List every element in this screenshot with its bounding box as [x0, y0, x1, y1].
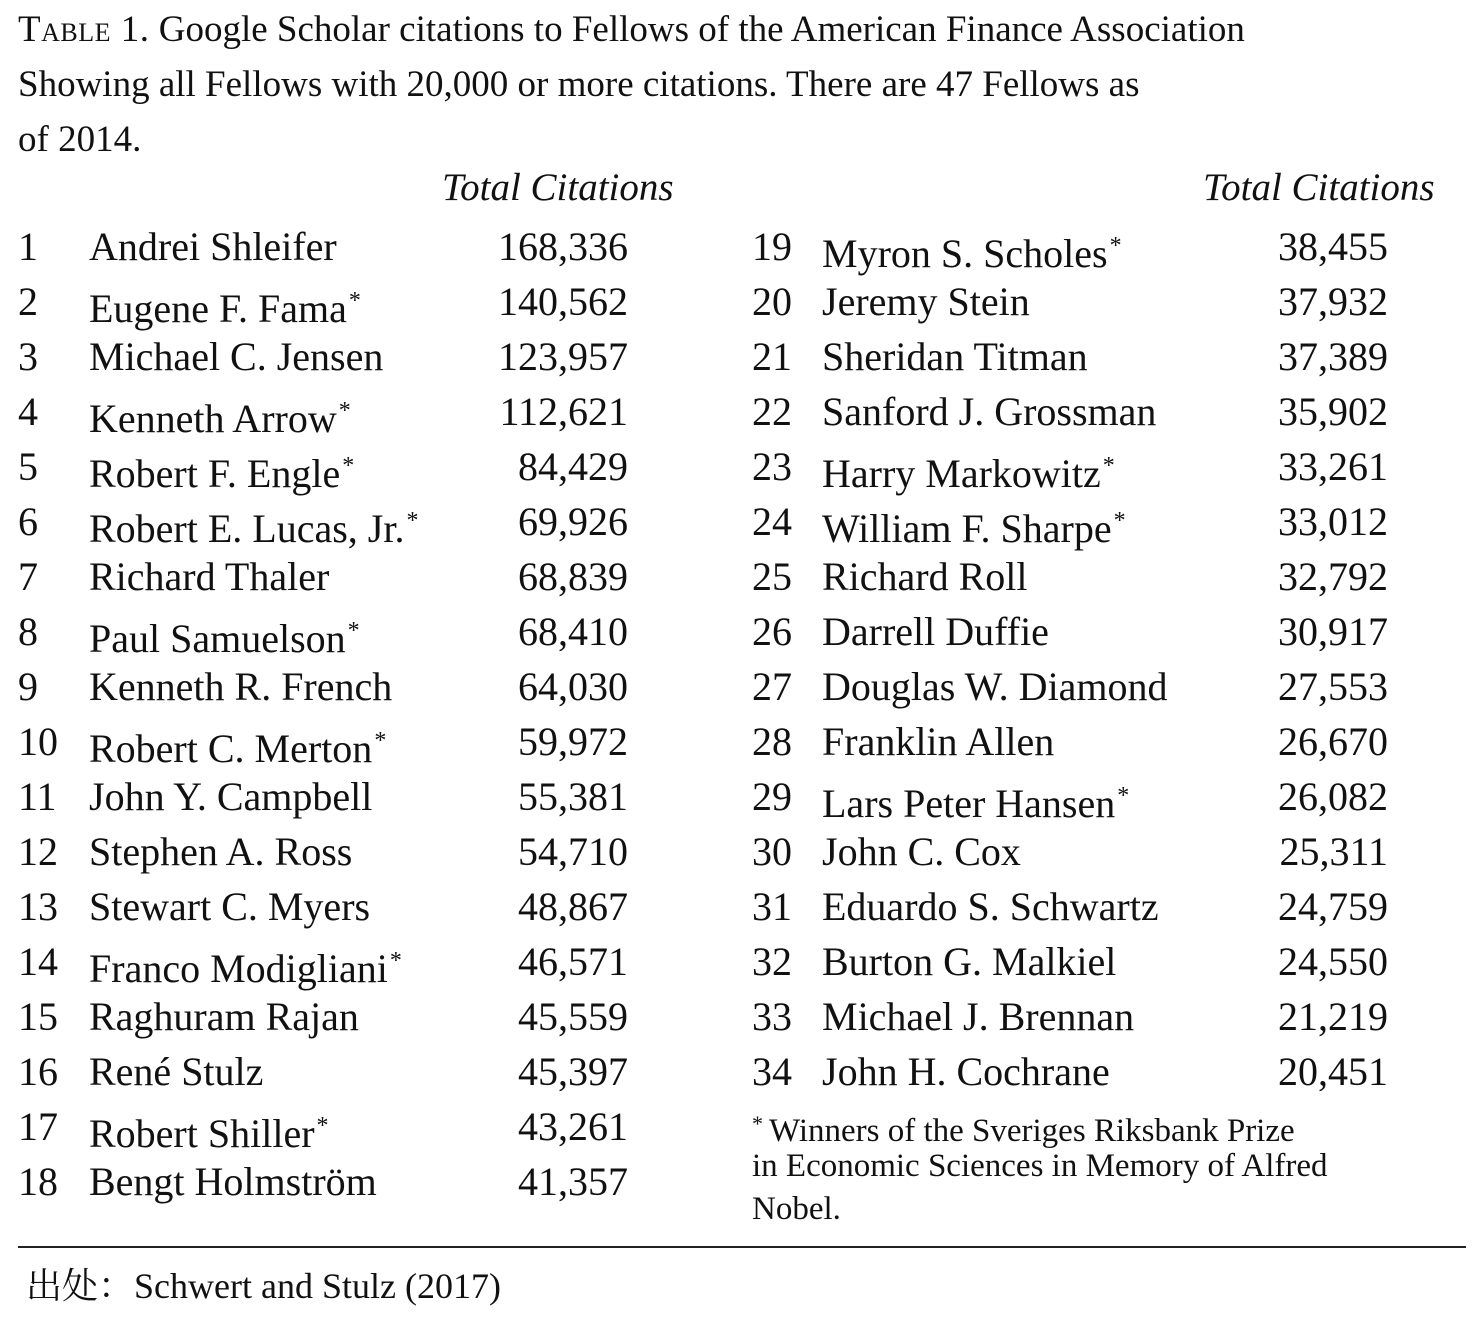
fellow-name: Stephen A. Ross: [89, 829, 353, 874]
nobel-marker: *: [406, 508, 419, 534]
table-row: [752, 274, 1402, 329]
row-name: [822, 989, 1134, 1044]
nobel-marker: *: [316, 1113, 329, 1139]
fellow-name: Eduardo S. Schwartz: [822, 884, 1159, 929]
row-citations: 38,455: [1278, 224, 1388, 269]
table-caption: [18, 2, 1458, 167]
row-rank: 19: [752, 224, 792, 269]
row-name: [822, 604, 1049, 659]
row-name: [89, 329, 383, 384]
table-row: [752, 934, 1402, 989]
row-rank: 2: [18, 279, 38, 324]
row-name: [89, 219, 337, 274]
source-citation: 出处：Schwert and Stulz (2017): [26, 1266, 501, 1306]
nobel-marker: *: [347, 618, 360, 644]
row-citations: 37,932: [1278, 279, 1388, 324]
caption-line-3: of 2014.: [18, 119, 142, 160]
row-rank: 9: [18, 664, 38, 709]
row-citations: 112,621: [499, 389, 628, 434]
row-citations: 41,357: [518, 1159, 628, 1204]
row-rank: 27: [752, 664, 792, 709]
table-row: [18, 219, 638, 274]
row-rank: 1: [18, 224, 38, 269]
row-rank: 30: [752, 829, 792, 874]
row-rank: 6: [18, 499, 38, 544]
row-name: [822, 1044, 1110, 1099]
fellow-name: Robert C. Merton: [89, 726, 373, 771]
fellow-name: Douglas W. Diamond: [822, 664, 1168, 709]
fellow-name: Jeremy Stein: [822, 279, 1030, 324]
divider-rule: [18, 1246, 1466, 1248]
row-name: [89, 714, 386, 776]
row-citations: 64,030: [518, 664, 628, 709]
table-row: [752, 439, 1402, 494]
footnote-text-1: Winners of the Sveriges Riksbank Prize: [769, 1113, 1295, 1149]
row-rank: 12: [18, 829, 58, 874]
row-rank: 22: [752, 389, 792, 434]
row-name: [822, 934, 1116, 989]
row-rank: 23: [752, 444, 792, 489]
footnote-line-2: in Economic Sciences in Memory of Alfred: [752, 1148, 1328, 1184]
table-row: [752, 879, 1402, 934]
row-rank: 8: [18, 609, 38, 654]
row-citations: 30,917: [1278, 609, 1388, 654]
row-name: [89, 549, 329, 604]
table-row: [18, 604, 638, 659]
fellow-name: Burton G. Malkiel: [822, 939, 1117, 984]
row-rank: 24: [752, 499, 792, 544]
row-name: [89, 439, 354, 501]
table-title: Google Scholar citations to Fellows of the American Finance Association: [158, 9, 1245, 50]
row-rank: 32: [752, 939, 792, 984]
table-row: [752, 989, 1402, 1044]
row-name: [89, 274, 361, 336]
row-rank: 4: [18, 389, 38, 434]
fellow-name: Bengt Holmström: [89, 1159, 377, 1204]
caption-line-1: [18, 2, 1458, 57]
row-name: [822, 659, 1168, 714]
row-rank: 26: [752, 609, 792, 654]
row-citations: 27,553: [1278, 664, 1388, 709]
nobel-marker: *: [338, 398, 351, 424]
row-citations: 32,792: [1278, 554, 1388, 599]
row-citations: 123,957: [498, 334, 628, 379]
fellow-name: Lars Peter Hansen: [822, 781, 1116, 826]
row-name: [822, 549, 1028, 604]
caption-line-2: Showing all Fellows with 20,000 or more citations. There are 47 Fellows as: [18, 64, 1140, 105]
table-row: [752, 1044, 1402, 1099]
nobel-marker: *: [389, 948, 402, 974]
table-row: [752, 219, 1402, 274]
row-rank: 13: [18, 884, 58, 929]
row-rank: 25: [752, 554, 792, 599]
table-right-column: [752, 219, 1402, 1099]
fellow-name: Eugene F. Fama: [89, 286, 347, 331]
row-citations: 45,559: [518, 994, 628, 1039]
table-row: [752, 659, 1402, 714]
fellow-name: Richard Thaler: [89, 554, 330, 599]
footnote-line-3: Nobel.: [752, 1191, 841, 1227]
row-rank: 15: [18, 994, 58, 1039]
table-row: [18, 549, 638, 604]
row-name: [822, 494, 1126, 556]
table-row: [752, 769, 1402, 824]
table-row: [18, 879, 638, 934]
table-row: [18, 439, 638, 494]
row-name: [822, 439, 1115, 501]
fellow-name: William F. Sharpe: [822, 506, 1112, 551]
row-rank: 31: [752, 884, 792, 929]
row-citations: 59,972: [518, 719, 628, 764]
row-name: [89, 1099, 329, 1161]
fellow-name: Robert F. Engle: [89, 451, 341, 496]
row-rank: 16: [18, 1049, 58, 1094]
row-citations: 24,759: [1278, 884, 1388, 929]
row-citations: 68,839: [518, 554, 628, 599]
row-name: [89, 824, 352, 879]
fellow-name: Raghuram Rajan: [89, 994, 359, 1039]
table-row: [18, 1099, 638, 1154]
fellow-name: Robert Shiller: [89, 1111, 315, 1156]
row-rank: 5: [18, 444, 38, 489]
row-name: [822, 824, 1021, 879]
column-header-right: Total Citations: [1203, 166, 1435, 209]
fellow-name: Kenneth Arrow: [89, 396, 337, 441]
table-row: [18, 989, 638, 1044]
row-citations: 37,389: [1278, 334, 1388, 379]
fellow-name: John Y. Campbell: [89, 774, 373, 819]
table-row: [18, 384, 638, 439]
row-name: [89, 1044, 263, 1099]
row-citations: 26,082: [1278, 774, 1388, 819]
table-label: Table 1.: [18, 9, 150, 50]
row-citations: 168,336: [498, 224, 628, 269]
row-rank: 28: [752, 719, 792, 764]
row-name: [89, 1154, 377, 1209]
row-rank: 14: [18, 939, 58, 984]
row-citations: 84,429: [518, 444, 628, 489]
row-name: [89, 879, 370, 934]
nobel-marker: *: [1102, 453, 1115, 479]
row-rank: 17: [18, 1104, 58, 1149]
row-rank: 34: [752, 1049, 792, 1094]
row-rank: 20: [752, 279, 792, 324]
row-rank: 33: [752, 994, 792, 1039]
table-row: [752, 714, 1402, 769]
row-rank: 10: [18, 719, 58, 764]
row-citations: 55,381: [518, 774, 628, 819]
row-rank: 18: [18, 1159, 58, 1204]
fellow-name: Kenneth R. French: [89, 664, 393, 709]
row-name: [822, 879, 1159, 934]
row-name: [89, 934, 402, 996]
nobel-marker: *: [1109, 233, 1122, 259]
table-row: [752, 494, 1402, 549]
row-citations: 33,012: [1278, 499, 1388, 544]
row-citations: 21,219: [1278, 994, 1388, 1039]
table-row: [18, 329, 638, 384]
column-header-left: Total Citations: [442, 166, 674, 209]
row-citations: 54,710: [518, 829, 628, 874]
table-row: [18, 274, 638, 329]
row-citations: 45,397: [518, 1049, 628, 1094]
row-name: [822, 274, 1030, 329]
row-citations: 68,410: [518, 609, 628, 654]
row-citations: 25,311: [1279, 829, 1388, 874]
footnote-line-1: [752, 1102, 1392, 1149]
fellow-name: Stewart C. Myers: [89, 884, 371, 929]
row-rank: 21: [752, 334, 792, 379]
row-name: [822, 714, 1054, 769]
nobel-marker: *: [1117, 783, 1130, 809]
nobel-marker: *: [374, 728, 387, 754]
table-row: [18, 659, 638, 714]
row-rank: 3: [18, 334, 38, 379]
row-name: [89, 494, 419, 556]
row-rank: 11: [18, 774, 57, 819]
nobel-marker: *: [348, 288, 361, 314]
fellow-name: Richard Roll: [822, 554, 1028, 599]
row-name: [89, 604, 360, 666]
table-row: [18, 1154, 638, 1209]
table-row: [18, 934, 638, 989]
nobel-marker: *: [1113, 508, 1126, 534]
row-citations: 26,670: [1278, 719, 1388, 764]
footnote-marker: *: [752, 1111, 763, 1136]
fellow-name: Sheridan Titman: [822, 334, 1088, 379]
row-citations: 24,550: [1278, 939, 1388, 984]
nobel-marker: *: [342, 453, 355, 479]
fellow-name: Franco Modigliani: [89, 946, 388, 991]
row-citations: 43,261: [518, 1104, 628, 1149]
table-row: [752, 824, 1402, 879]
row-citations: 35,902: [1278, 389, 1388, 434]
row-citations: 140,562: [498, 279, 628, 324]
table-row: [752, 384, 1402, 439]
fellow-name: Franklin Allen: [822, 719, 1055, 764]
fellow-name: Paul Samuelson: [89, 616, 346, 661]
fellow-name: John C. Cox: [822, 829, 1021, 874]
row-citations: 20,451: [1278, 1049, 1388, 1094]
row-name: [89, 989, 359, 1044]
row-name: [822, 329, 1088, 384]
table-row: [18, 714, 638, 769]
fellow-name: Robert E. Lucas, Jr.: [89, 506, 405, 551]
fellow-name: Darrell Duffie: [822, 609, 1049, 654]
fellow-name: Andrei Shleifer: [89, 224, 337, 269]
fellow-name: Sanford J. Grossman: [822, 389, 1157, 434]
fellow-name: Myron S. Scholes: [822, 231, 1108, 276]
table-row: [18, 494, 638, 549]
table-row: [18, 824, 638, 879]
fellow-name: John H. Cochrane: [822, 1049, 1110, 1094]
row-citations: 46,571: [518, 939, 628, 984]
row-rank: 7: [18, 554, 38, 599]
fellow-name: Michael J. Brennan: [822, 994, 1135, 1039]
footnote: [752, 1102, 1392, 1231]
table-row: [18, 1044, 638, 1099]
row-name: [822, 384, 1156, 439]
row-name: [822, 769, 1129, 831]
table-row: [752, 549, 1402, 604]
fellow-name: René Stulz: [89, 1049, 264, 1094]
row-name: [89, 769, 372, 824]
table-row: [752, 604, 1402, 659]
row-citations: 48,867: [518, 884, 628, 929]
row-citations: 33,261: [1278, 444, 1388, 489]
row-name: [89, 659, 392, 714]
row-name: [89, 384, 351, 446]
row-rank: 29: [752, 774, 792, 819]
fellow-name: Harry Markowitz: [822, 451, 1101, 496]
table-row: [18, 769, 638, 824]
table-left-column: [18, 219, 638, 1209]
row-citations: 69,926: [518, 499, 628, 544]
table-row: [752, 329, 1402, 384]
fellow-name: Michael C. Jensen: [89, 334, 384, 379]
row-name: [822, 219, 1122, 281]
